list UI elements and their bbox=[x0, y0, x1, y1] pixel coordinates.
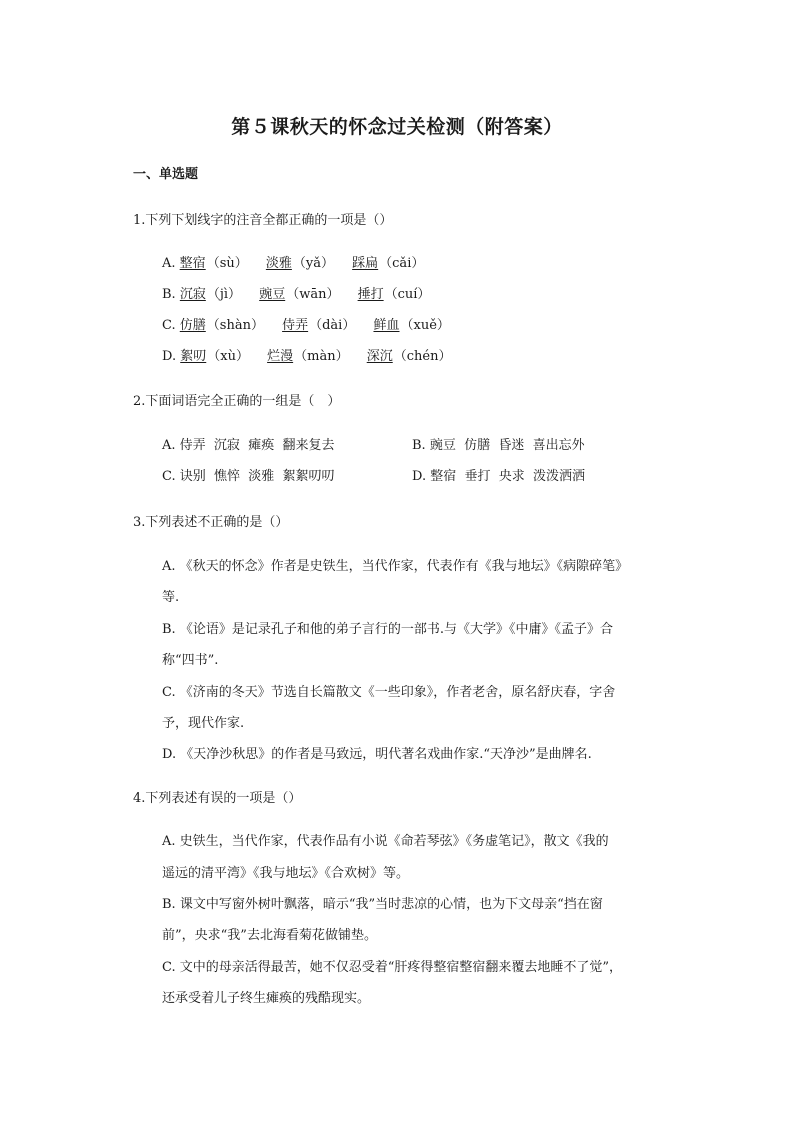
underlined-word: 深沉 bbox=[366, 349, 393, 364]
question-3-stem: 3.下列表述不正确的是（） bbox=[133, 515, 289, 530]
underlined-word: 侍弄 bbox=[282, 318, 309, 333]
underlined-word: 絮叨 bbox=[180, 349, 207, 364]
option-letter: C. bbox=[162, 469, 176, 484]
question-2-option-d bbox=[412, 468, 585, 486]
pinyin: （xuě） bbox=[400, 318, 450, 333]
question-3-line: 称“四书”. bbox=[162, 653, 219, 668]
pinyin: （shàn） bbox=[206, 318, 264, 333]
question-3-line: 等. bbox=[162, 590, 180, 605]
underlined-word: 捶打 bbox=[357, 287, 384, 302]
question-4-line: A. 史铁生，当代作家，代表作品有小说《命若琴弦》《务虚笔记》，散文《我的 bbox=[162, 834, 609, 849]
pinyin: （sù） bbox=[206, 256, 248, 271]
underlined-word: 鲜血 bbox=[373, 318, 400, 333]
question-2-stem: 2.下面词语完全正确的一组是（ ） bbox=[133, 394, 341, 409]
section-heading: 一、单选题 bbox=[133, 167, 199, 182]
question-4-line: 遥远的清平湾》《我与地坛》《合欢树》等。 bbox=[162, 866, 410, 881]
underlined-word: 沉寂 bbox=[179, 287, 206, 302]
question-3-line: B. 《论语》是记录孔子和他的弟子言行的一部书.与《大学》《中庸》《孟子》合 bbox=[162, 622, 613, 637]
pinyin: （cuí） bbox=[384, 287, 431, 302]
question-4-line: 还承受着儿子终生瘫痪的残酷现实。 bbox=[162, 991, 371, 1006]
option-letter: D. bbox=[412, 469, 427, 484]
question-4-line: C. 文中的母亲活得最苦，她不仅忍受着“肝疼得整宿整宿翻来覆去地睡不了觉”， bbox=[162, 960, 623, 975]
question-2-option-a bbox=[162, 437, 334, 455]
pinyin: （jì） bbox=[206, 287, 242, 302]
option-letter: D. bbox=[162, 349, 177, 364]
question-4-stem: 4.下列表述有误的一项是（） bbox=[133, 791, 302, 806]
underlined-word: 淡雅 bbox=[265, 256, 292, 271]
option-letter: A. bbox=[162, 256, 176, 271]
question-4-line: 前”，央求“我”去北海看菊花做铺垫。 bbox=[162, 928, 377, 943]
question-1-option-a bbox=[162, 255, 424, 273]
option-letter: B. bbox=[162, 287, 176, 302]
option-text: 诀别 憔悴 淡雅 絮絮叨叨 bbox=[179, 469, 335, 484]
option-letter: A. bbox=[162, 438, 176, 453]
pinyin: （màn） bbox=[294, 349, 349, 364]
pinyin: （xù） bbox=[207, 349, 249, 364]
option-letter: C. bbox=[162, 318, 176, 333]
underlined-word: 烂漫 bbox=[267, 349, 294, 364]
pinyin: （wān） bbox=[286, 287, 340, 302]
question-2-option-c bbox=[162, 468, 335, 486]
pinyin: （yǎ） bbox=[292, 256, 334, 271]
question-3-line: C. 《济南的冬天》节选自长篇散文《一些印象》，作者老舍，原名舒庆春，字舍 bbox=[162, 685, 616, 700]
pinyin: （chén） bbox=[393, 349, 452, 364]
question-2-option-b bbox=[412, 437, 585, 455]
option-text: 侍弄 沉寂 瘫痪 翻来复去 bbox=[179, 438, 335, 453]
underlined-word: 踩扁 bbox=[352, 256, 379, 271]
question-3-line: D. 《天净沙秋思》的作者是马致远，明代著名戏曲作家.“天净沙”是曲牌名. bbox=[162, 747, 592, 762]
underlined-word: 仿膳 bbox=[179, 318, 206, 333]
question-3-line: A. 《秋天的怀念》作者是史铁生，当代作家，代表作有《我与地坛》《病隙碎笔》 bbox=[162, 559, 629, 574]
question-3-line: 予，现代作家. bbox=[162, 716, 245, 731]
underlined-word: 豌豆 bbox=[259, 287, 286, 302]
question-1-option-d bbox=[162, 348, 451, 366]
option-text: 整宿 垂打 央求 泼泼洒洒 bbox=[430, 469, 586, 484]
pinyin: （dài） bbox=[309, 318, 356, 333]
question-1-stem: 1.下列下划线字的注音全都正确的一项是（） bbox=[133, 213, 393, 228]
pinyin: （cǎi） bbox=[379, 256, 425, 271]
page-title: 第５课秋天的怀念过关检测（附答案） bbox=[231, 116, 563, 138]
question-1-option-c bbox=[162, 317, 450, 335]
question-1-option-b bbox=[162, 286, 430, 304]
question-4-line: B. 课文中写窗外树叶飘落，暗示“我”当时悲凉的心情，也为下文母亲“挡在窗 bbox=[162, 897, 603, 912]
underlined-word: 整宿 bbox=[179, 256, 206, 271]
option-text: 豌豆 仿膳 昏迷 喜出忘外 bbox=[429, 438, 585, 453]
option-letter: B. bbox=[412, 438, 426, 453]
